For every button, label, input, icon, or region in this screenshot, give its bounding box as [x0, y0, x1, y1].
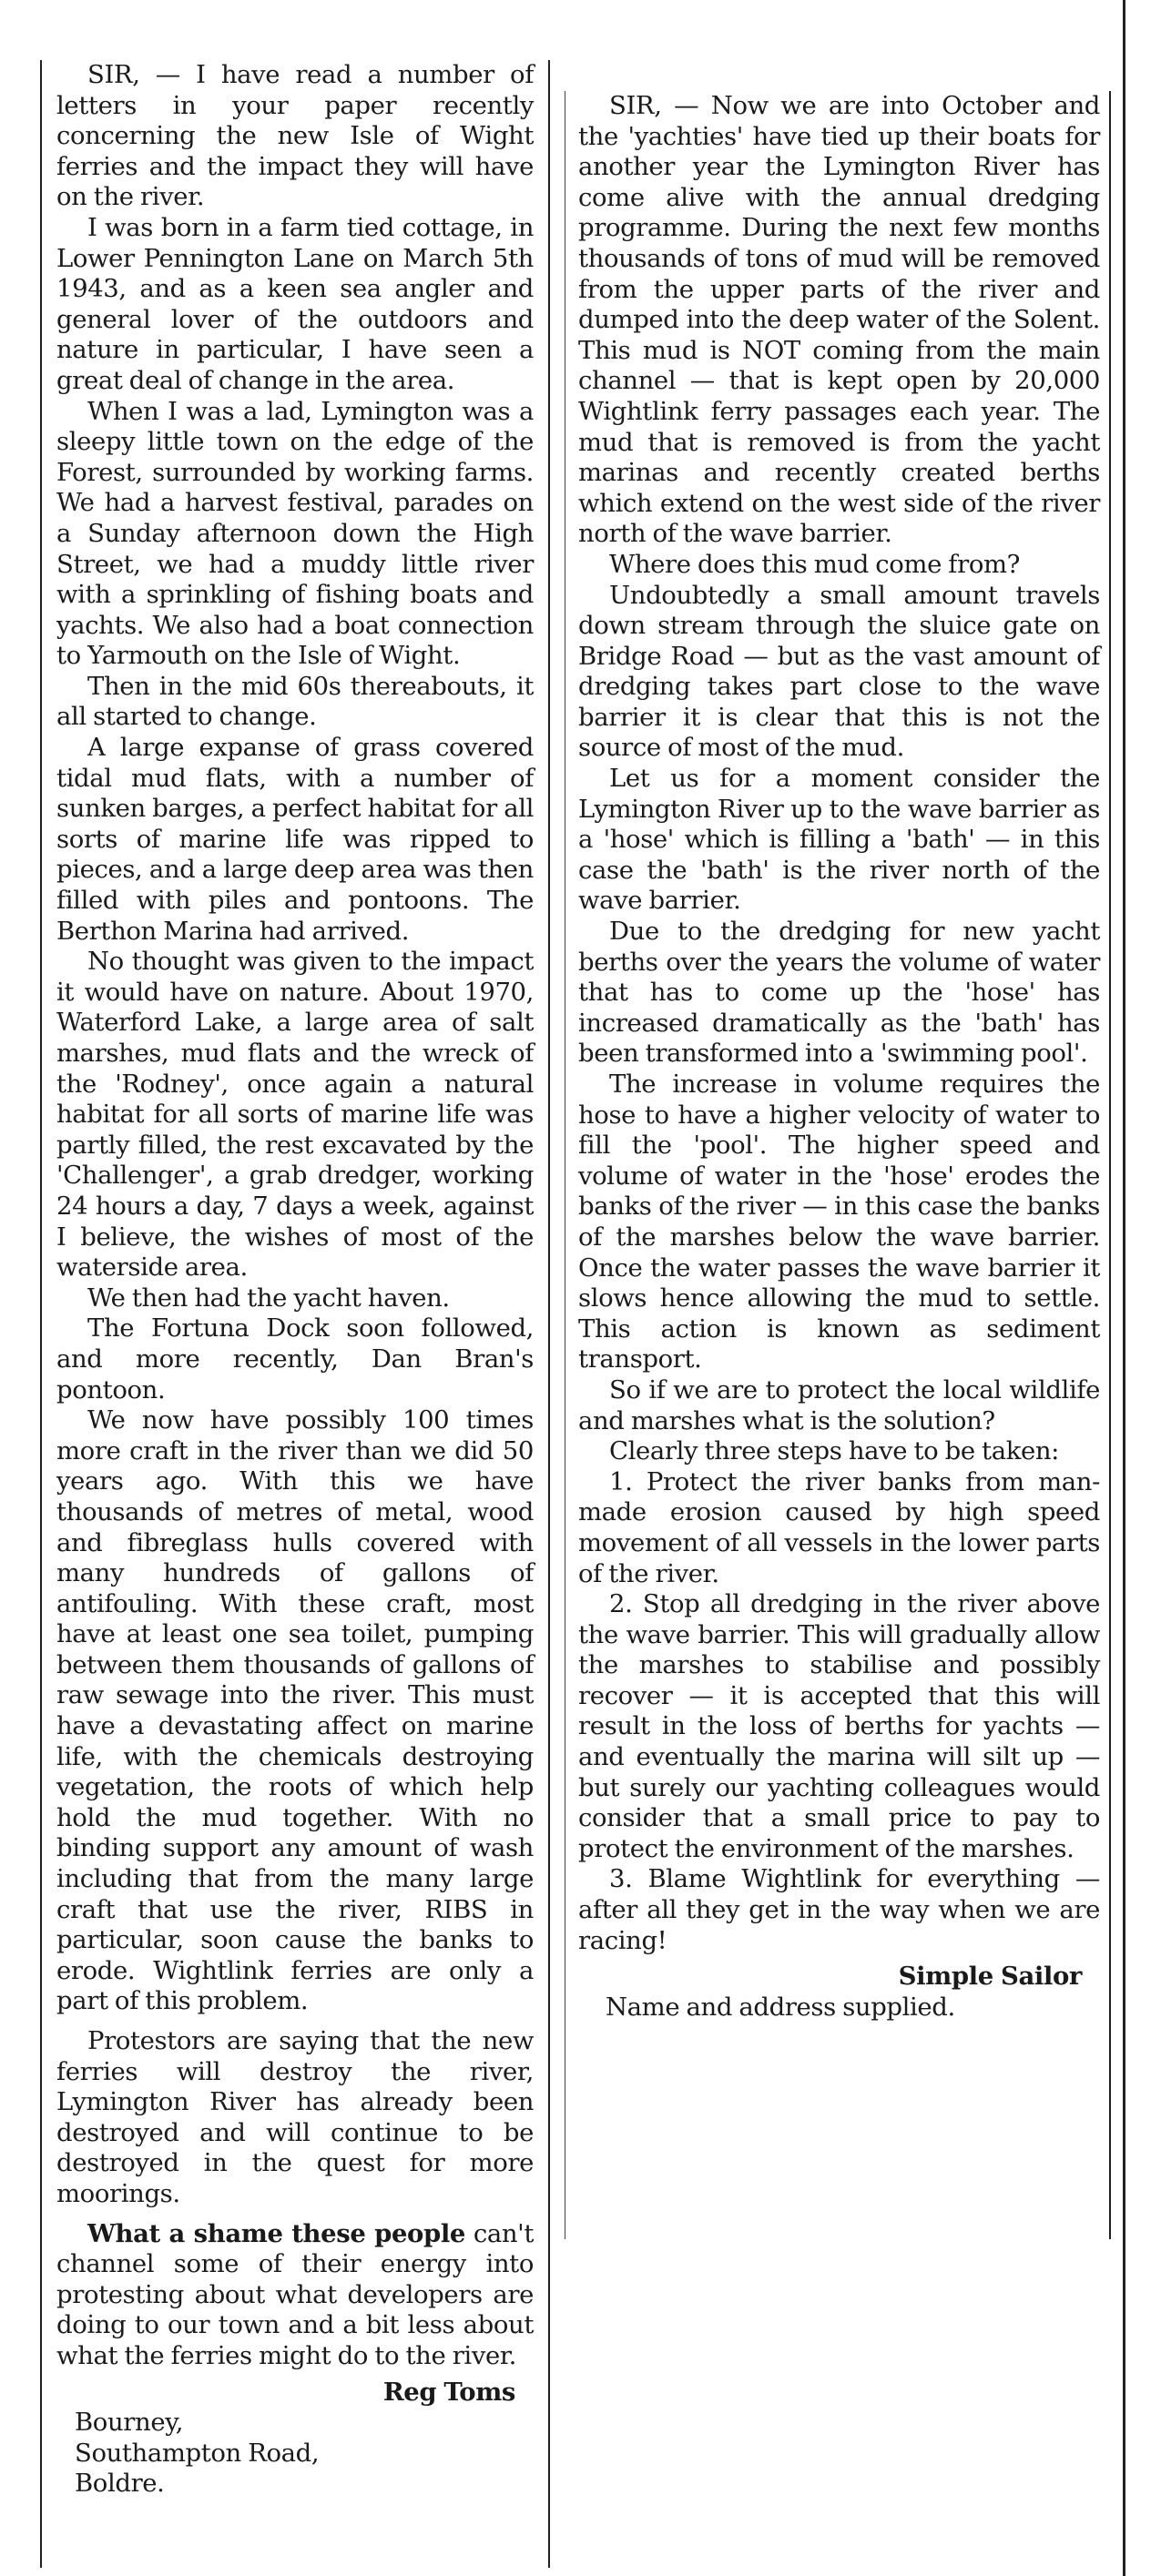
letter-right-paragraph-1: SIR, — Now we are into October and the 'yachties' have tied up their boats for another year the Lymington River has come alive with the annual dredging programme. During the next few months thousands of tons of mud will be removed from the upper parts of the river and dumped into the deep water of the Solent. This mud is NOT coming from the main channel — that is kept open by 20,000 Wightlink ferry passages each year. The mud that is removed is from the yacht marinas and recently created berths which extend on the west side of the river north of the wave barrier. — [578, 91, 1100, 549]
address-line-2: Southampton Road, — [75, 2438, 320, 2468]
letter-left-paragraph-5: A large expanse of grass covered tidal mud flats, with a number of sunken barges, a perfect habitat for all sorts of marine life was ripped to pieces, and a large deep area was then filled with piles and pontoons. The Berthon Marina had arrived. — [56, 733, 534, 946]
address-line-3: Boldre. — [75, 2469, 165, 2499]
letter-right-paragraph-9: 1. Protect the river banks from man-made erosion caused by high speed movement of all vessels in the lower parts of the river. — [578, 1466, 1100, 1588]
letter-right-paragraph-4: Let us for a moment consider the Lymington River up to the wave barrier as a 'hose' which is filling a 'bath' — in this case the 'bath' is the river north of the wave barrier. — [578, 764, 1100, 916]
letter-right-paragraph-5: Due to the dredging for new yacht berths over the years the volume of water that has to come up the 'hose' has increased dramatically as the 'bath' has been transformed into a 'swimming pool'. — [578, 917, 1100, 1069]
letter-right-paragraph-6: The increase in volume requires the hose to have a higher velocity of water to fill the 'pool'. The higher speed and volume of water in the 'hose' erodes the banks of the river — in this case the banks of the marshes below the wave barrier. Once the water passes the wave barrier it slows hence allowing the mud to settle. This action is known as sediment transport. — [578, 1070, 1100, 1374]
closing-rest-text: can't channel some of their energy into protesting about what developers are doing to our town and a bit less about what the ferries might do to the river. — [56, 2218, 534, 2370]
letter-left-column — [40, 60, 550, 2568]
letter-left-closing-paragraph — [56, 2219, 534, 2372]
letter-right-paragraph-2: Where does this mud come from? — [609, 549, 1020, 579]
letter-right-paragraph-7: So if we are to protect the local wildlife and marshes what is the solution? — [578, 1374, 1100, 1435]
address-line-1: Bourney, — [75, 2408, 184, 2438]
letter-right-paragraph-10: 2. Stop all dredging in the river above the wave barrier. This will gradually allow the marshes to stabilise and possibly recover — it is accepted that this will result in the loss of berths for yachts — and eventually the marina will silt up — but surely our yachting colleagues would consider that a small price to pay to protect the environment of the marshes. — [578, 1589, 1100, 1863]
letter-left-paragraph-1: SIR, — I have read a number of letters in your paper recently concerning the new Isle of Wight ferries and the impact they will have on the river. — [56, 60, 534, 212]
letter-left-paragraph-7: We then had the yacht haven. — [87, 1283, 450, 1313]
letter-left-paragraph-8: The Fortuna Dock soon followed, and more recently, Dan Bran's pontoon. — [56, 1313, 534, 1405]
letter-left-paragraph-3: When I was a lad, Lymington was a sleepy little town on the edge of the Forest, surrounded by working farms. We had a harvest festival, parades on a Sunday afternoon down the High Street, we had a muddy little river with a sprinkling of fishing boats and yachts. We also had a boat connection to Yarmouth on the Isle of Wight. — [56, 396, 534, 671]
letter-right-column — [565, 91, 1111, 2239]
letter-left-paragraph-9: We now have possibly 100 times more craft in the river than we did 50 years ago. With this we have thousands of metres of metal, wood and fibreglass hulls covered with many hundreds of gallons of antifouling. With these craft, most have at least one sea toilet, pumping between them thousands of gallons of raw sewage into the river. This must have a devastating affect on marine life, with the chemicals destroying vegetation, the roots of which help hold the mud together. With no binding support any amount of wash including that from the many large craft that use the river, RIBS in particular, soon cause the banks to erode. Wightlink ferries are only a part of this problem. — [56, 1405, 534, 2016]
letter-right-signature: Simple Sailor — [898, 1962, 1082, 1992]
page-edge-rule — [1123, 0, 1125, 2576]
letter-right-paragraph-8: Clearly three steps have to be taken: — [609, 1436, 1060, 1466]
letter-right-paragraph-11: 3. Blame Wightlink for everything — after all they get in the way when we are racing! — [578, 1864, 1100, 1955]
closing-lead-text: What a shame these people — [87, 2218, 465, 2248]
letter-left-signature: Reg Toms — [382, 2377, 515, 2407]
letter-right-footer: Name and address supplied. — [606, 1992, 955, 2022]
letter-left-paragraph-2: I was born in a farm tied cottage, in Lower Pennington Lane on March 5th 1943, and as a keen sea angler and general lover of the outdoors and nature in particular, I have seen a great deal of change in the area. — [56, 212, 534, 395]
letter-left-paragraph-6: No thought was given to the impact it would have on nature. About 1970, Waterford Lake, a large area of salt marshes, mud flats and the wreck of the 'Rodney', once again a natural habitat for all sorts of marine life was partly filled, the rest excavated by the 'Challenger', a grab dredger, working 24 hours a day, 7 days a week, against I believe, the wishes of most of the waterside area. — [56, 947, 534, 1283]
letter-left-paragraph-4: Then in the mid 60s thereabouts, it all started to change. — [56, 671, 534, 732]
letter-left-paragraph-10: Protestors are saying that the new ferries will destroy the river, Lymington River has already been destroyed and will continue to be destroyed in the quest for more moorings. — [56, 2026, 534, 2208]
letter-right-paragraph-3: Undoubtedly a small amount travels down stream through the sluice gate on Bridge Road — but as the vast amount of dredging takes part close to the wave barrier it is clear that this is not the source of most of the mud. — [578, 580, 1100, 763]
